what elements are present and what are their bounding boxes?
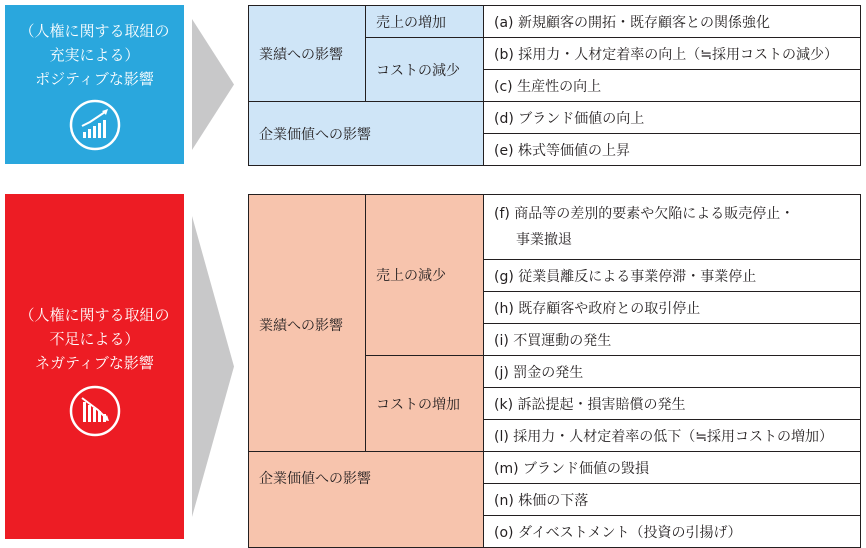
negative-item-l: (l) 採用力・人材定着率の低下（≒採用コストの増加）: [484, 420, 861, 452]
negative-item-k: (k) 訴訟提起・損害賠償の発生: [484, 388, 861, 420]
positive-impact-label: （人権に関する取組の 充実による） ポジティブな影響: [19, 22, 170, 88]
negative-item-o: (o) ダイベストメント（投資の引揚げ）: [484, 516, 861, 548]
negative-item-i: (i) 不買運動の発生: [484, 324, 861, 356]
negative-item-f-line1: (f) 商品等の差別的要素や欠陥による販売停止・: [494, 206, 795, 222]
positive-chevron: [188, 5, 240, 164]
negative-impact-label: （人権に関する取組の 不足による） ネガティブな影響: [19, 306, 170, 372]
positive-impact-table: [248, 5, 861, 166]
positive-impact-box: [5, 5, 184, 164]
negative-chevron: [188, 194, 240, 539]
negative-cost-cell: コストの増加: [366, 356, 484, 452]
negative-item-g: (g) 従業員離反による事業停滞・事業停止: [484, 260, 861, 292]
negative-sales-cell: 売上の減少: [366, 195, 484, 356]
positive-cost-cell: コストの減少: [366, 38, 484, 102]
positive-item-e: (e) 株式等価値の上昇: [484, 134, 861, 166]
negative-performance-cell: 業績への影響: [249, 195, 366, 452]
positive-item-d: (d) ブランド価値の向上: [484, 102, 861, 134]
negative-corporate-cell: 企業価値への影響: [249, 452, 484, 548]
rising-bar-chart-icon: [68, 98, 122, 152]
positive-performance-cell: 業績への影響: [249, 6, 366, 102]
positive-corporate-cell: 企業価値への影響: [249, 102, 484, 166]
negative-impact-table: [248, 194, 861, 548]
positive-item-b: (b) 採用力・人材定着率の向上（≒採用コストの減少）: [484, 38, 861, 70]
negative-impact-box: [5, 194, 184, 539]
negative-item-h: (h) 既存顧客や政府との取引停止: [484, 292, 861, 324]
negative-item-j: (j) 罰金の発生: [484, 356, 861, 388]
negative-item-f: [484, 195, 861, 260]
negative-item-n: (n) 株価の下落: [484, 484, 861, 516]
negative-item-m: (m) ブランド価値の毀損: [484, 452, 861, 484]
negative-item-f-line2: 事業撤退: [516, 232, 572, 248]
positive-item-c: (c) 生産性の向上: [484, 70, 861, 102]
falling-bar-chart-icon: [68, 384, 122, 438]
positive-item-a: (a) 新規顧客の開拓・既存顧客との関係強化: [484, 6, 861, 38]
positive-sales-cell: 売上の増加: [366, 6, 484, 38]
